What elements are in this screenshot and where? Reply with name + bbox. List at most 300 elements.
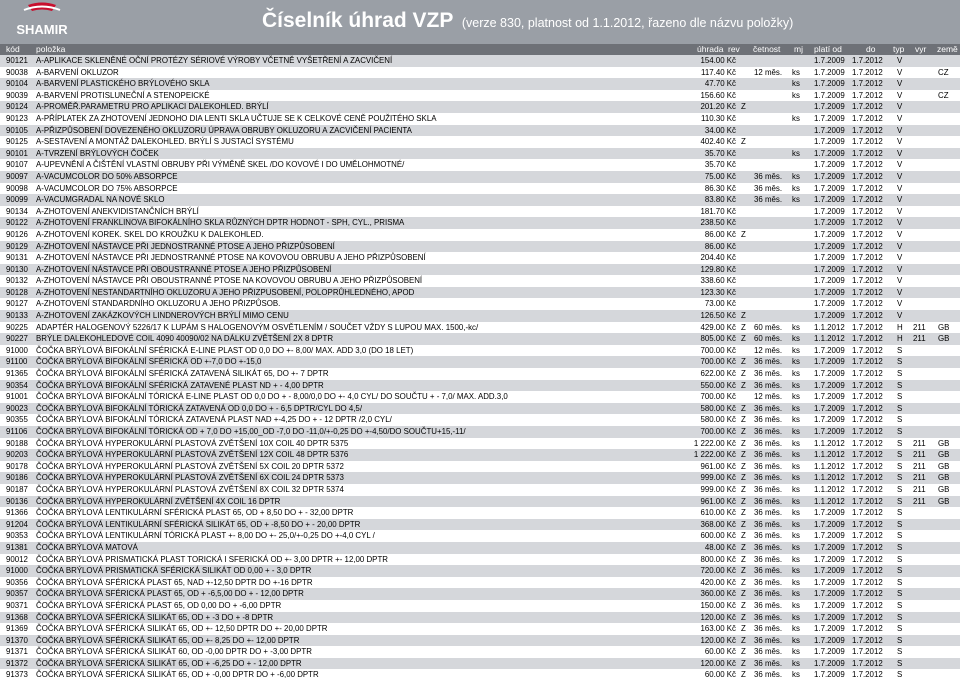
- cell-do: 1.7.2012: [852, 670, 883, 680]
- cell-kod: 90127: [6, 299, 28, 309]
- cell-typ: V: [897, 171, 903, 181]
- table-row: [0, 484, 960, 496]
- cell-plati-od: 1.7.2009: [814, 125, 845, 135]
- table-row: [0, 287, 960, 299]
- cell-uhrada: 126.50 Kč: [700, 311, 736, 321]
- cell-polozka: ČOČKA BRÝLOVÁ BIFOKÁLNÍ TÓRICKÁ E-LINE PLAST OD 0,0 DO + - 8,00/0,0 DO +- 4,0 CYL/ DO SOUČTU + - 7,0/ MAX. ADD.3,0: [36, 392, 508, 402]
- cell-rev: Z: [741, 473, 746, 483]
- cell-do: 1.7.2012: [852, 334, 883, 344]
- cell-kod: 90188: [6, 438, 28, 448]
- cell-mj: ks: [792, 670, 800, 680]
- cell-do: 1.7.2012: [852, 369, 883, 379]
- cell-vyr: 211: [913, 438, 926, 448]
- cell-mj: ks: [792, 67, 800, 77]
- cell-polozka: A-ZHOTOVENÍ NÁSTAVCE PŘI JEDNOSTRANNÉ PTOSE A JEHO PŘIZPŮSOBENÍ: [36, 241, 335, 251]
- cell-typ: S: [897, 369, 903, 379]
- cell-cetnost: 36 měs.: [754, 171, 783, 181]
- cell-rev: Z: [741, 357, 746, 367]
- cell-do: 1.7.2012: [852, 566, 883, 576]
- cell-typ: V: [897, 253, 903, 263]
- cell-kod: 90097: [6, 171, 28, 181]
- cell-polozka: A-ZHOTOVENÍ STANDARDNÍHO OKLUZORU A JEHO PŘIZPŮSOB.: [36, 299, 281, 309]
- cell-polozka: ČOČKA BRÝLOVÁ BIFOKÁLNÍ SFÉRICKÁ ZATAVENÁ SILIKÁT 65, DO +- 7 DPTR: [36, 369, 329, 379]
- cell-uhrada: 120.00 Kč: [700, 635, 736, 645]
- table-row: [0, 159, 960, 171]
- cell-kod: 90178: [6, 461, 28, 471]
- cell-typ: S: [897, 508, 903, 518]
- cell-uhrada: 86.00 Kč: [704, 241, 736, 251]
- cell-polozka: ČOČKA BRÝLOVÁ HYPEROKULÁRNÍ ZVĚTŠENÍ 4X COIL 16 DPTR: [36, 496, 281, 506]
- column-header-vyr: vyr: [915, 44, 927, 54]
- cell-mj: ks: [792, 380, 800, 390]
- cell-kod: 91371: [6, 647, 28, 657]
- cell-kod: 90371: [6, 600, 28, 610]
- column-header-zeme: země: [937, 44, 958, 54]
- cell-kod: 90126: [6, 229, 28, 239]
- cell-polozka: A-APLIKACE SKLENĚNÉ OČNÍ PROTÉZY SÉRIOVÉ VÝROBY VČETNĚ VYŠETŘENÍ A ZACVIČENÍ: [36, 56, 393, 65]
- cell-polozka: A-ZHOTOVENÍ NÁSTAVCE PŘI OBOUSTRANNÉ PTOSE A JEHO PŘIZPŮSOBENÍ: [36, 264, 332, 274]
- cell-polozka: ČOČKA BRÝLOVÁ HYPEROKULÁRNÍ PLASTOVÁ ZVĚTŠENÍ 6X COIL 24 DPTR 5373: [36, 473, 344, 483]
- cell-plati-od: 1.1.2012: [814, 473, 845, 483]
- cell-mj: ks: [792, 600, 800, 610]
- table-row: [0, 264, 960, 276]
- cell-cetnost: 36 měs.: [754, 589, 783, 599]
- cell-typ: V: [897, 67, 903, 77]
- cell-cetnost: 12 měs.: [754, 345, 783, 355]
- table-row: [0, 148, 960, 160]
- cell-mj: ks: [792, 566, 800, 576]
- cell-plati-od: 1.7.2009: [814, 531, 845, 541]
- cell-plati-od: 1.7.2009: [814, 542, 845, 552]
- cell-uhrada: 429.00 Kč: [700, 322, 736, 332]
- cell-polozka: A-VACUMCOLOR DO 50% ABSORPCE: [36, 171, 178, 181]
- cell-rev: Z: [741, 102, 746, 112]
- cell-mj: ks: [792, 79, 800, 89]
- cell-mj: ks: [792, 589, 800, 599]
- cell-kod: 91204: [6, 519, 28, 529]
- cell-plati-od: 1.7.2009: [814, 113, 845, 123]
- cell-plati-od: 1.1.2012: [814, 334, 845, 344]
- cell-uhrada: 800.00 Kč: [700, 554, 736, 564]
- cell-zeme: GB: [938, 450, 950, 460]
- cell-typ: S: [897, 554, 903, 564]
- cell-typ: V: [897, 229, 903, 239]
- cell-plati-od: 1.1.2012: [814, 438, 845, 448]
- table-row: [0, 461, 960, 473]
- cell-kod: 91000: [6, 566, 28, 576]
- cell-cetnost: 12 měs.: [754, 392, 783, 402]
- cell-polozka: A-ZHOTOVENÍ KOREK. SKEL DO KROUŽKU K DALEKOHLED.: [36, 229, 264, 239]
- cell-do: 1.7.2012: [852, 508, 883, 518]
- cell-polozka: ČOČKA BRÝLOVÁ SFÉRICKÁ SILIKÁT 65, OD +- 8,25 DO +- 12,00 DPTR: [36, 635, 300, 645]
- cell-cetnost: 36 měs.: [754, 647, 783, 657]
- cell-plati-od: 1.7.2009: [814, 589, 845, 599]
- cell-uhrada: 86.30 Kč: [704, 183, 736, 193]
- cell-uhrada: 123.30 Kč: [700, 287, 736, 297]
- cell-polozka: A-VACUMCOLOR DO 75% ABSORPCE: [36, 183, 178, 193]
- cell-kod: 90203: [6, 450, 28, 460]
- cell-cetnost: 36 měs.: [754, 600, 783, 610]
- cell-typ: V: [897, 79, 903, 89]
- cell-mj: ks: [792, 392, 800, 402]
- column-header-rev: rev: [728, 44, 740, 54]
- cell-typ: S: [897, 415, 903, 425]
- cell-typ: S: [897, 496, 903, 506]
- cell-cetnost: 36 měs.: [754, 195, 783, 205]
- table-row: [0, 414, 960, 426]
- cell-kod: 91365: [6, 369, 28, 379]
- cell-mj: ks: [792, 531, 800, 541]
- cell-do: 1.7.2012: [852, 554, 883, 564]
- cell-kod: 90186: [6, 473, 28, 483]
- cell-uhrada: 120.00 Kč: [700, 658, 736, 668]
- cell-uhrada: 204.40 Kč: [700, 253, 736, 263]
- cell-plati-od: 1.7.2009: [814, 554, 845, 564]
- cell-do: 1.7.2012: [852, 658, 883, 668]
- cell-plati-od: 1.7.2009: [814, 137, 845, 147]
- cell-rev: Z: [741, 508, 746, 518]
- cell-typ: S: [897, 438, 903, 448]
- cell-do: 1.7.2012: [852, 392, 883, 402]
- cell-rev: Z: [741, 624, 746, 634]
- cell-cetnost: 36 měs.: [754, 183, 783, 193]
- table-header: [0, 44, 960, 55]
- cell-polozka: ČOČKA BRÝLOVÁ HYPEROKULÁRNÍ PLASTOVÁ ZVĚTŠENÍ 5X COIL 20 DPTR 5372: [36, 461, 344, 471]
- cell-do: 1.7.2012: [852, 345, 883, 355]
- cell-uhrada: 83.80 Kč: [704, 195, 736, 205]
- cell-uhrada: 700.00 Kč: [700, 427, 736, 436]
- cell-typ: V: [897, 241, 903, 251]
- cell-zeme: CZ: [938, 90, 949, 100]
- cell-kod: 90012: [6, 554, 28, 564]
- cell-typ: V: [897, 56, 903, 65]
- cell-polozka: ČOČKA BRÝLOVÁ BIFOKÁLNÍ SFÉRICKÁ E-LINE PLAST OD 0,0 DO +- 8,00/ MAX. ADD 3,0 (DO 18 LET): [36, 345, 414, 355]
- cell-typ: S: [897, 531, 903, 541]
- cell-typ: S: [897, 600, 903, 610]
- cell-cetnost: 36 měs.: [754, 566, 783, 576]
- column-header-typ: typ: [893, 44, 905, 54]
- cell-plati-od: 1.7.2009: [814, 369, 845, 379]
- cell-rev: Z: [741, 647, 746, 657]
- cell-rev: Z: [741, 229, 746, 239]
- cell-uhrada: 610.00 Kč: [700, 508, 736, 518]
- cell-uhrada: 34.00 Kč: [704, 125, 736, 135]
- cell-plati-od: 1.7.2009: [814, 148, 845, 158]
- table-row: [0, 612, 960, 624]
- cell-do: 1.7.2012: [852, 79, 883, 89]
- cell-kod: 91372: [6, 658, 28, 668]
- cell-do: 1.7.2012: [852, 264, 883, 274]
- cell-plati-od: 1.7.2009: [814, 658, 845, 668]
- cell-mj: ks: [792, 647, 800, 657]
- cell-mj: ks: [792, 334, 800, 344]
- cell-rev: Z: [741, 369, 746, 379]
- cell-cetnost: 36 měs.: [754, 427, 783, 436]
- cell-polozka: BRÝLE DALEKOHLEDOVÉ COIL 4090 40090/02 NA DÁLKU ZVĚTŠENÍ 2X 8 DPTR: [36, 334, 334, 344]
- table-row: [0, 391, 960, 403]
- cell-do: 1.7.2012: [852, 635, 883, 645]
- cell-plati-od: 1.1.2012: [814, 450, 845, 460]
- cell-do: 1.7.2012: [852, 496, 883, 506]
- cell-do: 1.7.2012: [852, 276, 883, 286]
- cell-cetnost: 36 měs.: [754, 635, 783, 645]
- cell-typ: H: [897, 322, 903, 332]
- table-row: [0, 101, 960, 113]
- cell-zeme: GB: [938, 461, 950, 471]
- cell-plati-od: 1.7.2009: [814, 299, 845, 309]
- cell-cetnost: 36 měs.: [754, 461, 783, 471]
- cell-plati-od: 1.7.2009: [814, 566, 845, 576]
- cell-polozka: ČOČKA BRÝLOVÁ SFÉRICKÁ PLAST 65, OD 0,00 DO + -6,00 DPTR: [36, 600, 282, 610]
- cell-polozka: A-BARVENÍ PLASTICKÉHO BRÝLOVÉHO SKLA: [36, 79, 210, 89]
- table-row: [0, 368, 960, 380]
- cell-polozka: A-TVRZENÍ BRÝLOVÝCH ČOČEK: [36, 148, 159, 158]
- cell-kod: 90122: [6, 218, 28, 228]
- cell-do: 1.7.2012: [852, 229, 883, 239]
- cell-kod: 90099: [6, 195, 28, 205]
- cell-kod: 91368: [6, 612, 28, 622]
- cell-typ: S: [897, 577, 903, 587]
- cell-mj: ks: [792, 473, 800, 483]
- table-row: [0, 78, 960, 90]
- cell-polozka: ČOČKA BRÝLOVÁ BIFOKÁLNÍ TÓRICKÁ ZATAVENÁ OD 0,0 DO + - 6,5 DPTR/CYL DO 4,5/: [36, 403, 363, 413]
- cell-plati-od: 1.7.2009: [814, 171, 845, 181]
- cell-rev: Z: [741, 542, 746, 552]
- cell-polozka: A-ZHOTOVENÍ NÁSTAVCE PŘI OBOUSTRANNÉ PTOSE NA KOVOVOU OBRUBU A JEHO PŘIZPŮSOBENÍ: [36, 276, 423, 286]
- cell-kod: 90105: [6, 125, 28, 135]
- table-row: [0, 275, 960, 287]
- cell-mj: ks: [792, 577, 800, 587]
- cell-plati-od: 1.1.2012: [814, 322, 845, 332]
- cell-mj: ks: [792, 369, 800, 379]
- cell-do: 1.7.2012: [852, 148, 883, 158]
- cell-typ: S: [897, 345, 903, 355]
- cell-kod: 91381: [6, 542, 28, 552]
- cell-plati-od: 1.7.2009: [814, 519, 845, 529]
- cell-cetnost: 36 měs.: [754, 380, 783, 390]
- cell-zeme: GB: [938, 496, 950, 506]
- cell-uhrada: 402.40 Kč: [700, 137, 736, 147]
- cell-do: 1.7.2012: [852, 357, 883, 367]
- cell-vyr: 211: [913, 496, 926, 506]
- cell-polozka: A-PŘÍPLATEK ZA ZHOTOVENÍ JEDNOHO DIA LENTI SKLA UČTUJE SE K CELKOVÉ CENĚ POUŽITÉHO SKLA: [36, 113, 437, 123]
- cell-polozka: ČOČKA BRÝLOVÁ PRISMATICKÁ PLAST TORICKÁ I SFERICKÁ OD +- 3,00 DPTR +- 12,00 DPTR: [36, 554, 388, 564]
- page-title: [262, 9, 793, 33]
- cell-cetnost: 36 měs.: [754, 542, 783, 552]
- cell-uhrada: 60.00 Kč: [704, 670, 736, 680]
- cell-do: 1.7.2012: [852, 380, 883, 390]
- cell-zeme: GB: [938, 438, 950, 448]
- cell-kod: 90107: [6, 160, 28, 170]
- cell-cetnost: 12 měs.: [754, 67, 783, 77]
- cell-uhrada: 550.00 Kč: [700, 380, 736, 390]
- cell-typ: V: [897, 299, 903, 309]
- cell-kod: 90354: [6, 380, 28, 390]
- cell-mj: ks: [792, 658, 800, 668]
- cell-kod: 90136: [6, 496, 28, 506]
- column-header-cetnost: četnost: [753, 44, 781, 54]
- cell-typ: S: [897, 658, 903, 668]
- cell-kod: 91370: [6, 635, 28, 645]
- cell-typ: V: [897, 276, 903, 286]
- cell-kod: 90121: [6, 56, 28, 65]
- title-subtitle: (verze 830, platnost od 1.1.2012, řazeno dle názvu položky): [461, 16, 794, 30]
- cell-plati-od: 1.7.2009: [814, 160, 845, 170]
- cell-polozka: ČOČKA BRÝLOVÁ BIFOKÁLNÍ TÓRICKÁ ZATAVENÁ PLAST NAD +-4,25 DO + - 12 DPTR /2,0 CYL/: [36, 415, 392, 425]
- cell-polozka: A-BARVENÍ PROTISLUNEČNÍ A STENOPEICKÉ: [36, 90, 210, 100]
- cell-zeme: GB: [938, 484, 950, 494]
- cell-uhrada: 338.60 Kč: [700, 276, 736, 286]
- cell-do: 1.7.2012: [852, 195, 883, 205]
- table-row: [0, 588, 960, 600]
- table-row: [0, 125, 960, 137]
- cell-kod: 90129: [6, 241, 28, 251]
- table-row: [0, 217, 960, 229]
- cell-do: 1.7.2012: [852, 218, 883, 228]
- cell-kod: 90101: [6, 148, 28, 158]
- cell-cetnost: 36 měs.: [754, 403, 783, 413]
- cell-kod: 90134: [6, 206, 28, 216]
- cell-rev: Z: [741, 403, 746, 413]
- cell-rev: Z: [741, 415, 746, 425]
- cell-polozka: ČOČKA BRÝLOVÁ PRISMATICKÁ SFÉRICKÁ SILIKÁT OD 0,00 + - 3,0 DPTR: [36, 566, 312, 576]
- cell-mj: ks: [792, 624, 800, 634]
- cell-polozka: A-PROMĚŘ.PARAMETRU PRO APLIKACI DALEKOHLED. BRÝLÍ: [36, 102, 269, 112]
- table-row: [0, 600, 960, 612]
- cell-do: 1.7.2012: [852, 241, 883, 251]
- cell-rev: Z: [741, 450, 746, 460]
- cell-mj: ks: [792, 438, 800, 448]
- table-row: [0, 542, 960, 554]
- cell-polozka: ADAPTÉR HALOGENOVÝ 5226/17 K LUPÁM S HALOGENOVÝM OSVĚTLENÍM / SOUČET VŽDY S LUPOU MAX. 1500,-kc/: [36, 322, 479, 332]
- cell-rev: Z: [741, 496, 746, 506]
- table-row: [0, 229, 960, 241]
- cell-typ: H: [897, 334, 903, 344]
- cell-zeme: GB: [938, 473, 950, 483]
- table-row: [0, 241, 960, 253]
- cell-plati-od: 1.7.2009: [814, 67, 845, 77]
- cell-do: 1.7.2012: [852, 438, 883, 448]
- cell-do: 1.7.2012: [852, 589, 883, 599]
- cell-cetnost: 36 měs.: [754, 577, 783, 587]
- cell-vyr: 211: [913, 484, 926, 494]
- cell-typ: S: [897, 624, 903, 634]
- cell-do: 1.7.2012: [852, 612, 883, 622]
- table-row: [0, 183, 960, 195]
- cell-kod: 90038: [6, 67, 28, 77]
- cell-kod: 90124: [6, 102, 28, 112]
- cell-kod: 91001: [6, 392, 28, 402]
- cell-plati-od: 1.7.2009: [814, 670, 845, 680]
- column-header-plati-od: platí od: [814, 44, 842, 54]
- cell-polozka: ČOČKA BRÝLOVÁ SFÉRICKÁ SILIKÁT 65, OD +- 12,50 DPTR DO +- 20,00 DPTR: [36, 624, 328, 634]
- cell-uhrada: 420.00 Kč: [700, 577, 736, 587]
- cell-uhrada: 720.00 Kč: [700, 566, 736, 576]
- cell-uhrada: 60.00 Kč: [704, 647, 736, 657]
- cell-plati-od: 1.1.2012: [814, 496, 845, 506]
- cell-rev: Z: [741, 566, 746, 576]
- cell-cetnost: 36 měs.: [754, 484, 783, 494]
- cell-rev: Z: [741, 519, 746, 529]
- cell-do: 1.7.2012: [852, 287, 883, 297]
- cell-plati-od: 1.7.2009: [814, 635, 845, 645]
- cell-do: 1.7.2012: [852, 171, 883, 181]
- cell-plati-od: 1.7.2009: [814, 264, 845, 274]
- table-row: [0, 252, 960, 264]
- cell-plati-od: 1.7.2009: [814, 345, 845, 355]
- table-row: [0, 635, 960, 647]
- cell-polozka: A-ZHOTOVENÍ ANEKVIDISTANČNÍCH BRÝLÍ: [36, 206, 199, 216]
- cell-uhrada: 48.00 Kč: [704, 542, 736, 552]
- cell-kod: 91106: [6, 427, 28, 436]
- cell-uhrada: 580.00 Kč: [700, 403, 736, 413]
- cell-vyr: 211: [913, 473, 926, 483]
- cell-rev: Z: [741, 589, 746, 599]
- cell-typ: S: [897, 403, 903, 413]
- cell-do: 1.7.2012: [852, 125, 883, 135]
- cell-typ: S: [897, 635, 903, 645]
- cell-polozka: ČOČKA BRÝLOVÁ HYPEROKULÁRNÍ PLASTOVÁ ZVĚTŠENÍ 8X COIL 32 DPTR 5374: [36, 484, 344, 494]
- column-header-mj: mj: [794, 44, 803, 54]
- table-row: [0, 658, 960, 670]
- cell-mj: ks: [792, 195, 800, 205]
- cell-plati-od: 1.1.2012: [814, 484, 845, 494]
- cell-uhrada: 600.00 Kč: [700, 531, 736, 541]
- cell-kod: 90132: [6, 276, 28, 286]
- logo-text: SHAMIR: [16, 22, 68, 37]
- cell-uhrada: 75.00 Kč: [704, 171, 736, 181]
- table-row: [0, 565, 960, 577]
- cell-uhrada: 154.00 Kč: [700, 56, 736, 65]
- cell-typ: S: [897, 542, 903, 552]
- cell-typ: V: [897, 125, 903, 135]
- cell-kod: 90131: [6, 253, 28, 263]
- cell-mj: ks: [792, 403, 800, 413]
- cell-plati-od: 1.7.2009: [814, 403, 845, 413]
- cell-mj: ks: [792, 357, 800, 367]
- table-row: [0, 322, 960, 334]
- cell-kod: 90039: [6, 90, 28, 100]
- cell-typ: S: [897, 612, 903, 622]
- cell-rev: Z: [741, 484, 746, 494]
- cell-cetnost: 36 měs.: [754, 450, 783, 460]
- cell-plati-od: 1.7.2009: [814, 427, 845, 436]
- cell-polozka: ČOČKA BRÝLOVÁ SFÉRICKÁ PLAST 65, NAD +-12,50 DPTR DO +-16 DPTR: [36, 577, 313, 587]
- cell-mj: ks: [792, 484, 800, 494]
- cell-cetnost: 36 měs.: [754, 473, 783, 483]
- cell-typ: V: [897, 137, 903, 147]
- cell-rev: Z: [741, 612, 746, 622]
- cell-mj: ks: [792, 113, 800, 123]
- cell-plati-od: 1.7.2009: [814, 508, 845, 518]
- cell-typ: V: [897, 183, 903, 193]
- cell-cetnost: 36 měs.: [754, 531, 783, 541]
- cell-typ: V: [897, 102, 903, 112]
- cell-uhrada: 700.00 Kč: [700, 392, 736, 402]
- cell-mj: ks: [792, 450, 800, 460]
- table-row: [0, 333, 960, 345]
- cell-cetnost: 36 měs.: [754, 519, 783, 529]
- cell-polozka: ČOČKA BRÝLOVÁ SFÉRICKÁ SILIKÁT 65, OD + -0,00 DPTR DO + -6,00 DPTR: [36, 670, 319, 680]
- cell-do: 1.7.2012: [852, 137, 883, 147]
- cell-typ: V: [897, 311, 903, 321]
- cell-kod: 90225: [6, 322, 28, 332]
- cell-uhrada: 110.30 Kč: [701, 113, 736, 123]
- cell-plati-od: 1.7.2009: [814, 612, 845, 622]
- cell-cetnost: 36 měs.: [754, 670, 783, 680]
- cell-vyr: 211: [913, 461, 926, 471]
- cell-plati-od: 1.7.2009: [814, 206, 845, 216]
